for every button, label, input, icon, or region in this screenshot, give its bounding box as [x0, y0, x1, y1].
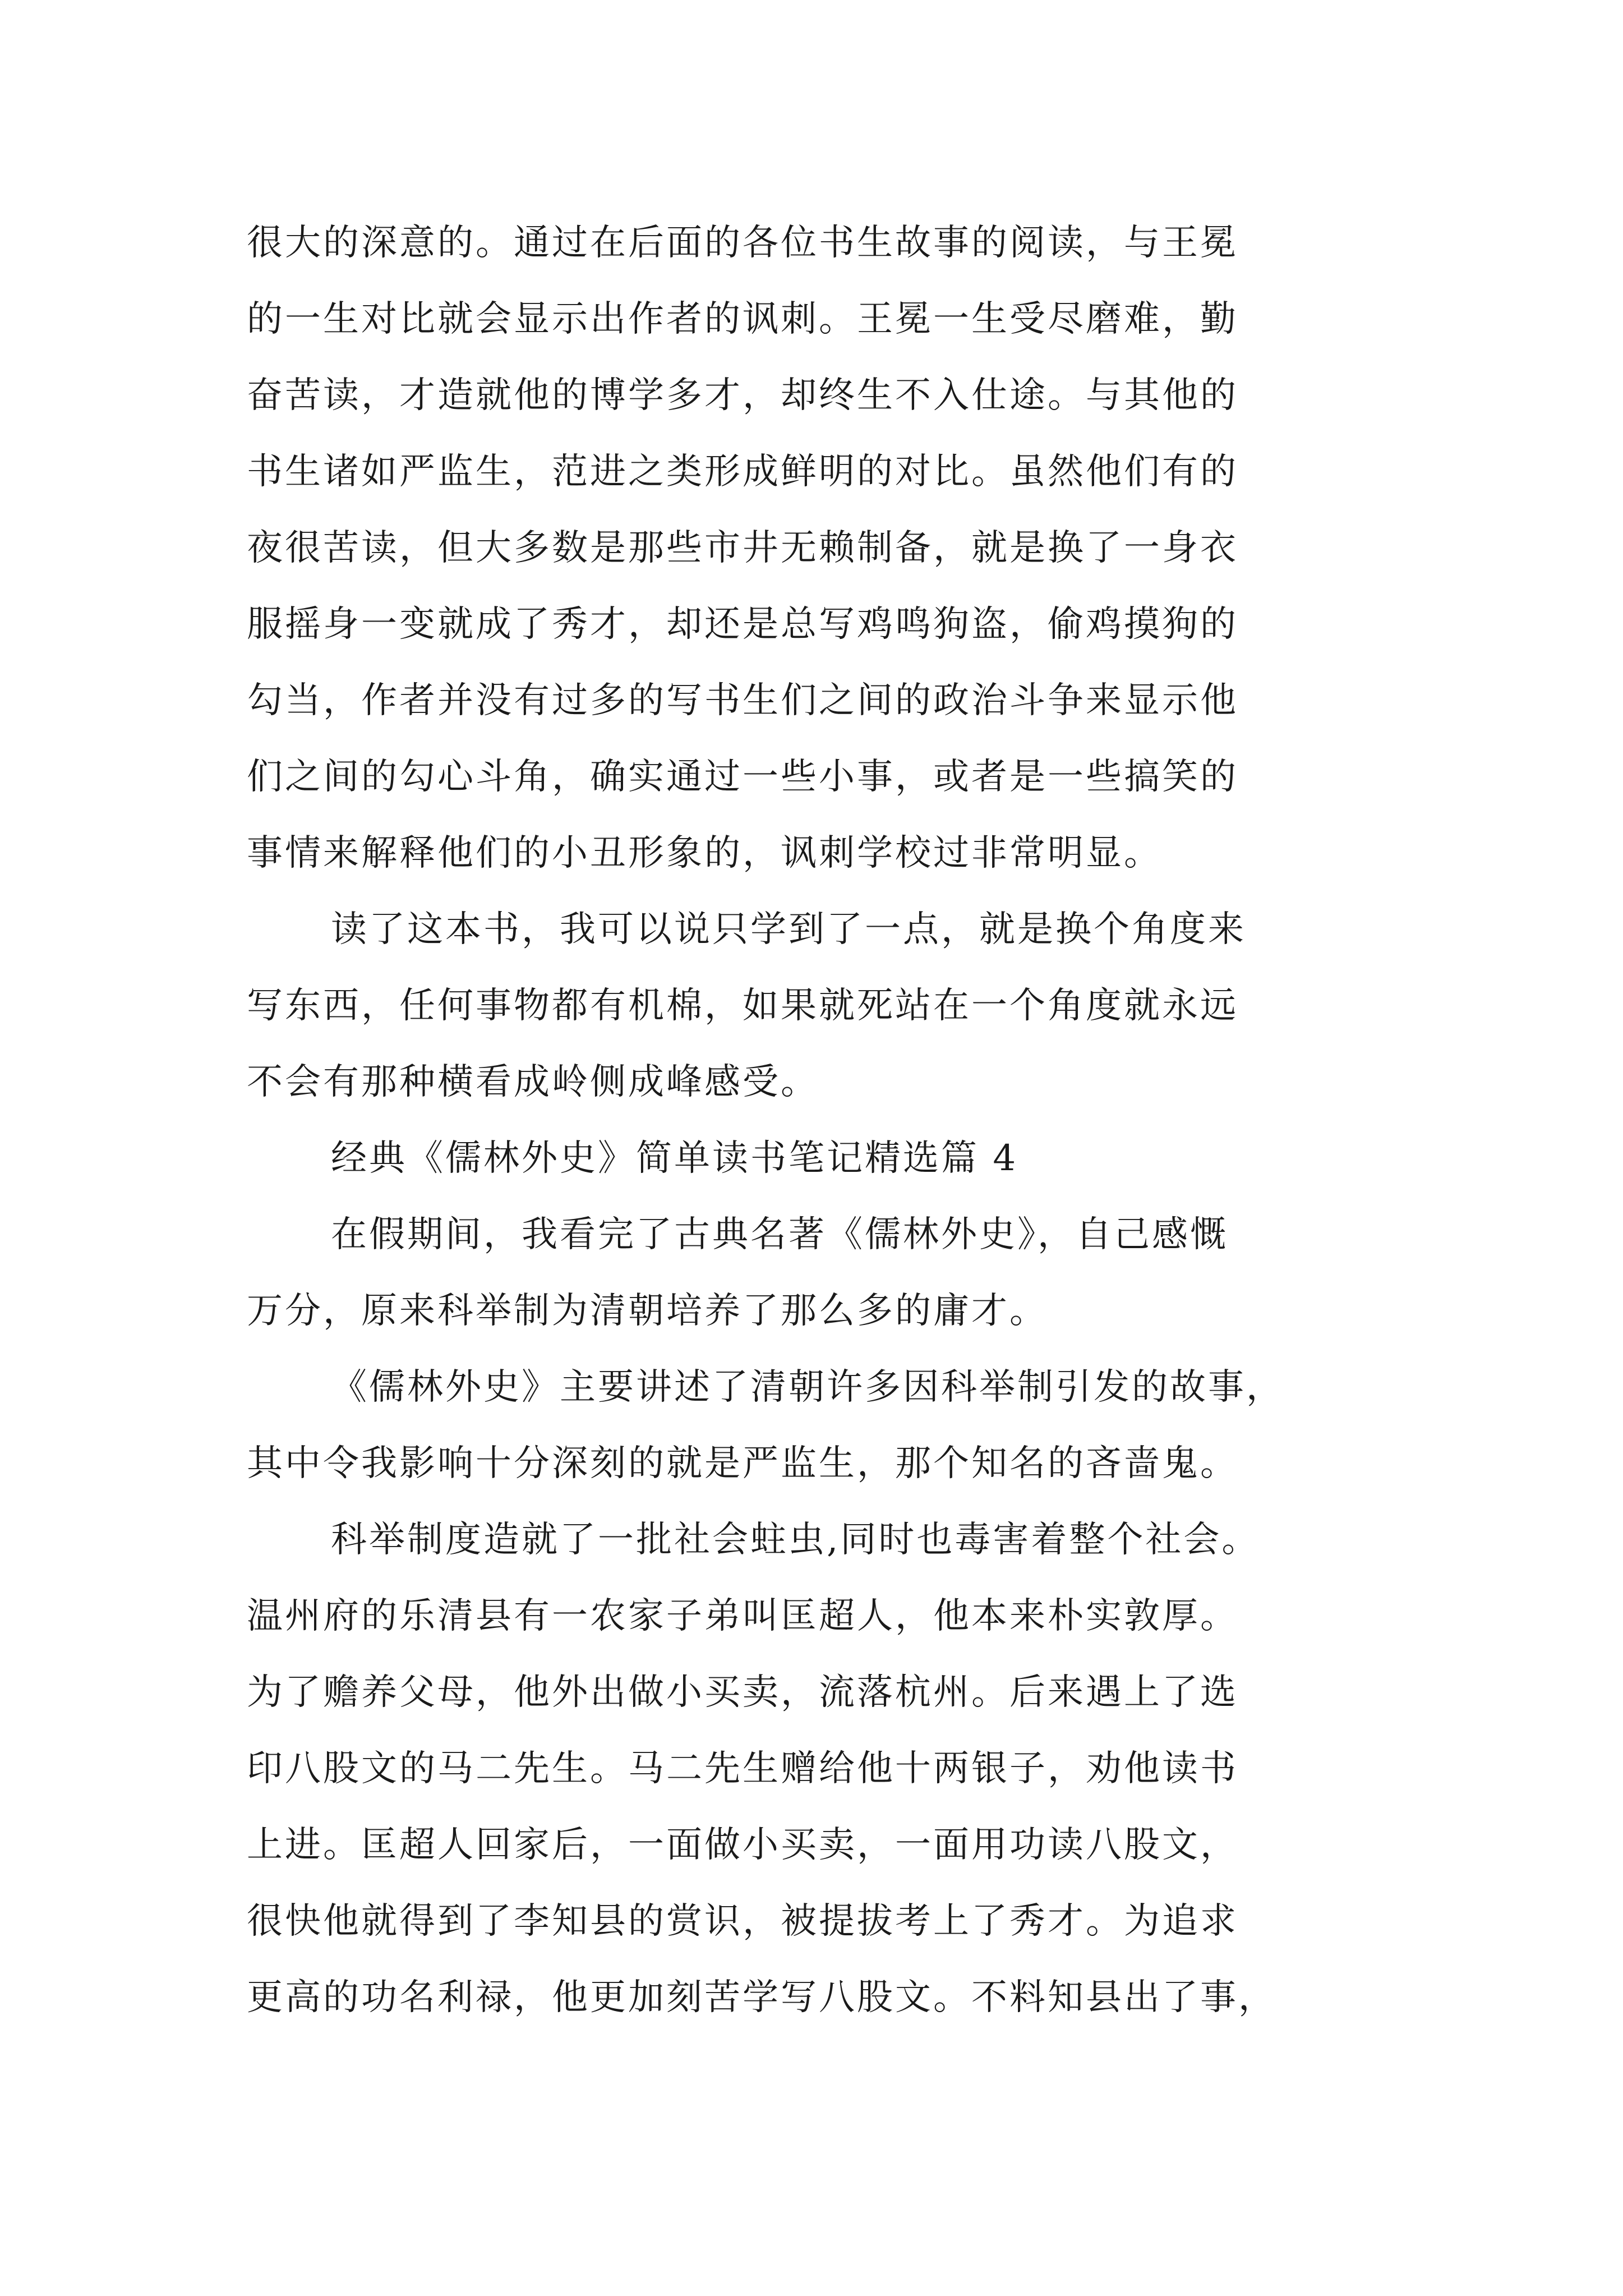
text-line: 很大的深意的。通过在后面的各位书生故事的阅读，与王冕 [247, 222, 1238, 264]
text-line: 勾当，作者并没有过多的写书生们之间的政治斗争来显示他 [247, 680, 1238, 721]
text-line: 奋苦读，才造就他的博学多才，却终生不入仕途。与其他的 [247, 375, 1238, 416]
text-line: 不会有那种横看成岭侧成峰感受。 [247, 1061, 819, 1103]
paragraph-start-line: 读了这本书，我可以说只学到了一点，就是换个角度来 [331, 909, 1246, 950]
text-line: 的一生对比就会显示出作者的讽刺。王冕一生受尽磨难，勤 [247, 298, 1238, 340]
body-text [247, 205, 1391, 2036]
text-line: 们之间的勾心斗角，确实通过一些小事，或者是一些搞笑的 [247, 756, 1238, 798]
paragraph-start-line: 科举制度造就了一批社会蛀虫,同时也毒害着整个社会。 [331, 1519, 1260, 1561]
text-line: 很快他就得到了李知县的赏识，被提拔考上了秀才。为追求 [247, 1901, 1238, 1942]
text-line: 书生诸如严监生，范进之类形成鲜明的对比。虽然他们有的 [247, 451, 1238, 493]
text-line: 写东西，任何事物都有机棉，如果就死站在一个角度就永远 [247, 985, 1238, 1027]
text-line: 事情来解释他们的小丑形象的，讽刺学校过非常明显。 [247, 832, 1162, 874]
text-line: 为了赡养父母，他外出做小买卖，流落杭州。后来遇上了选 [247, 1672, 1238, 1713]
text-line: 上进。匡超人回家后，一面做小买卖，一面用功读八股文， [247, 1824, 1238, 1866]
text-line: 印八股文的马二先生。马二先生赠给他十两银子，劝他读书 [247, 1748, 1238, 1789]
text-line: 其中令我影响十分深刻的就是严监生，那个知名的吝啬鬼。 [247, 1443, 1238, 1484]
text-line: 更高的功名利禄，他更加刻苦学写八股文。不料知县出了事， [247, 1977, 1276, 2018]
paragraph-start-line: 在假期间，我看完了古典名著《儒林外史》，自己感慨 [331, 1214, 1228, 1255]
paragraph-start-line: 《儒林外史》主要讲述了清朝许多因科举制引发的故事， [331, 1366, 1284, 1408]
section-heading: 经典《儒林外史》简单读书笔记精选篇 4 [331, 1138, 1018, 1179]
text-line: 夜很苦读，但大多数是那些市井无赖制备，就是换了一身衣 [247, 527, 1238, 569]
text-line: 服摇身一变就成了秀才，却还是总写鸡鸣狗盗，偷鸡摸狗的 [247, 604, 1238, 645]
text-line: 温州府的乐清县有一农家子弟叫匡超人，他本来朴实敦厚。 [247, 1595, 1238, 1637]
text-line: 万分，原来科举制为清朝培养了那么多的庸才。 [247, 1290, 1048, 1332]
